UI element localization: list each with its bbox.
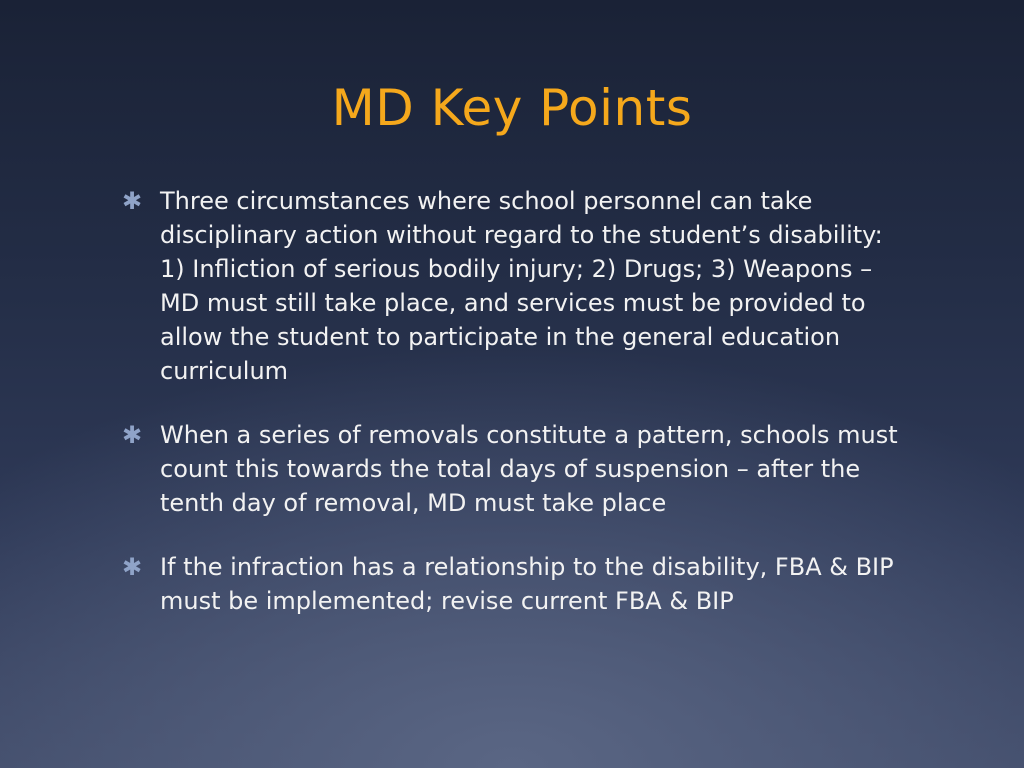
bullet-item [120, 184, 900, 388]
bullet-text: If the infraction has a relationship to the disability, FBA & BIP must be implemented; revise current FBA & BIP [160, 553, 894, 615]
bullet-text: Three circumstances where school personnel can take disciplinary action without regard to the student’s disability: 1) Infliction of serious bodily injury; 2) Drugs; 3) Weapons – MD must still take place, and services must be provided to allow the student to participate in the general education curriculum [160, 187, 883, 385]
bullet-text: When a series of removals constitute a pattern, schools must count this towards the total days of suspension – after the tenth day of removal, MD must take place [160, 421, 898, 517]
asterisk-bullet-icon: ✱ [121, 553, 143, 581]
bullet-list [120, 184, 900, 648]
bullet-item [120, 550, 900, 618]
bullet-item [120, 418, 900, 520]
asterisk-bullet-icon: ✱ [121, 421, 143, 449]
asterisk-bullet-icon: ✱ [121, 187, 143, 215]
slide-title: MD Key Points [331, 79, 693, 137]
